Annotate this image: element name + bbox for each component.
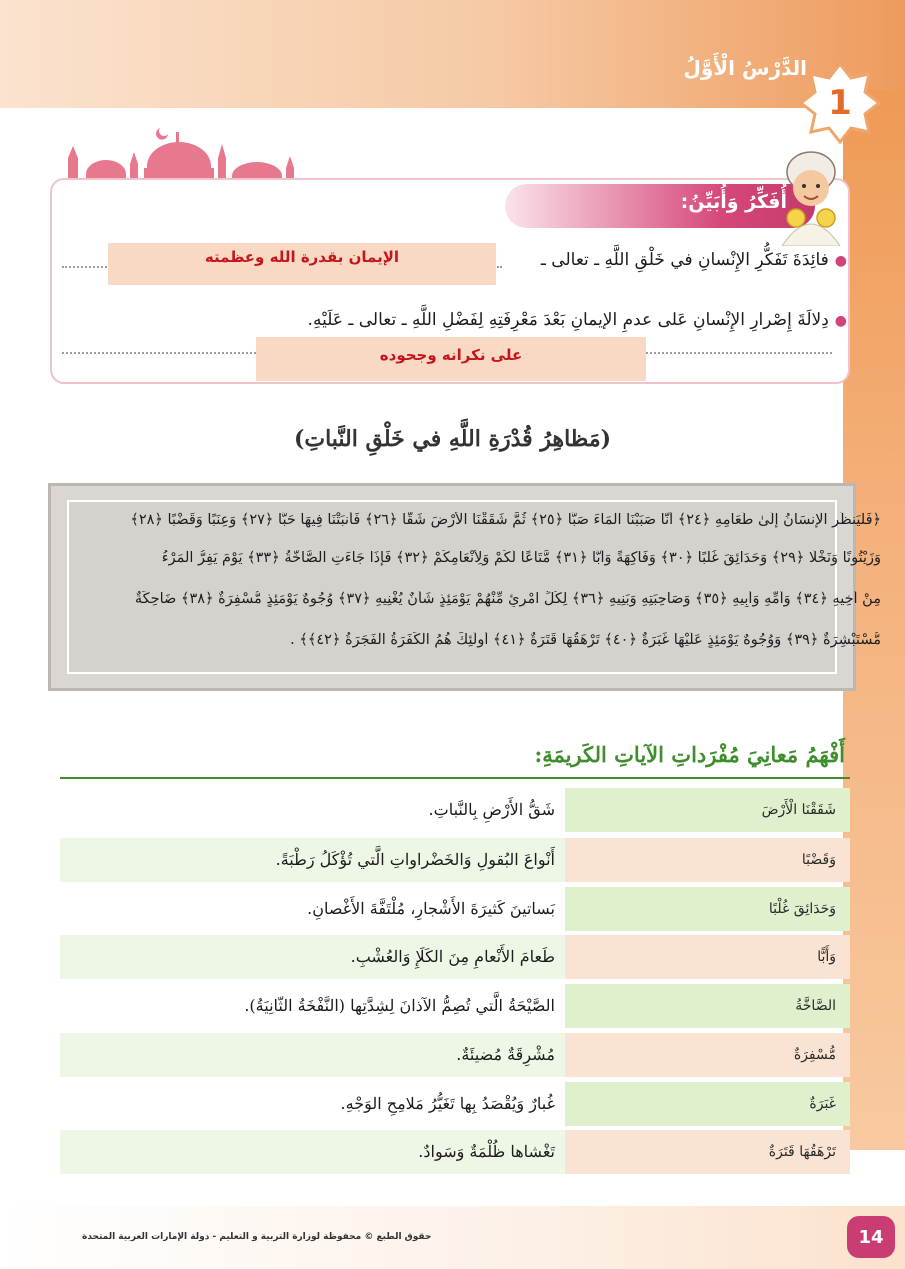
vocab-word: شَقَقْنَا الْأَرْضَ	[565, 788, 850, 832]
vocab-word: مُّسْفِرَةٌ	[565, 1033, 850, 1077]
verse-line-2: وَزَيْتُونًا وَنَخْلًا ﴿٢٩﴾ وَحَدَائِقَ غُلْبًا ﴿٣٠﴾ وَفَاكِهَةً وَأَبًّا ﴿٣١﴾ مَّتَاعًا لَّكُمْ وَلِأَنْعَامِكُمْ ﴿٣٢﴾ فَإِذَا جَاءَتِ الصَّاخَّةُ ﴿٣٣﴾ يَوْمَ يَفِرُّ الْمَرْءُ	[161, 550, 881, 566]
vocab-title-rule	[60, 777, 850, 779]
bullet-icon: ●	[834, 313, 847, 329]
vocab-row	[60, 935, 850, 979]
vocab-word: غَبَرَةٌ	[565, 1082, 850, 1126]
verse-line-4: مُّسْتَبْشِرَةٌ ﴿٣٩﴾ وَوُجُوهٌ يَوْمَئِذٍ عَلَيْهَا غَبَرَةٌ ﴿٤٠﴾ تَرْهَقُهَا قَتَرَةٌ ﴿٤١﴾ أُولَٰئِكَ هُمُ الْكَفَرَةُ الْفَجَرَةُ ﴿٤٢﴾﴾ .	[290, 632, 881, 648]
bullet-icon: ●	[834, 253, 847, 269]
vocab-meaning: غُبارٌ وَيُقْصَدُ بِها تَغَيُّرُ مَلامِحِ الوَجْهِ.	[60, 1082, 565, 1126]
verses-section-title: (مَظاهِرُ قُدْرَةِ اللَّهِ في خَلْقِ النَّباتِ)	[293, 426, 612, 452]
answer-2[interactable]: على نكرانه وجحوده	[256, 337, 646, 381]
vocab-row	[60, 1082, 850, 1126]
vocab-meaning: طَعامَ الأَنْعامِ مِنَ الكَلَإِ وَالعُشْبِ.	[60, 935, 565, 979]
copyright-notice: حقوق الطبع © محفوظة لوزارة التربية و التعليم - دولة الإمارات العربية المتحدة	[82, 1232, 432, 1242]
vocab-word: الصَّاخَّةُ	[565, 984, 850, 1028]
vocab-row	[60, 887, 850, 931]
question-1-text: فائِدَةَ تَفَكُّرِ الإِنْسانِ في خَلْقِ اللَّهِ ـ تعالى ـ	[540, 250, 829, 270]
vocab-row	[60, 984, 850, 1028]
lesson-number: 1	[828, 83, 852, 123]
think-explain-title: أُفَكِّرُ وَأُبَيِّنُ:	[680, 191, 787, 213]
lesson-title: الدَّرْسُ الْأَوَّلُ	[683, 56, 807, 80]
vocab-meaning: شَقُّ الأَرْضِ بِالنَّباتِ.	[60, 788, 565, 832]
vocab-row	[60, 788, 850, 832]
think-question-2	[308, 310, 847, 330]
vocab-row	[60, 838, 850, 882]
question-2-text: دِلالَةَ إِصْرارِ الإِنْسانِ عَلى عدمِ الإيمانِ بَعْدَ مَعْرِفَتِهِ لِفَضْلِ اللَّهِ ـ تعالى ـ عَلَيْهِ.	[307, 310, 829, 330]
vocab-meaning: مُشْرِقَةٌ مُضيئَةٌ.	[60, 1033, 565, 1077]
vocab-word: وَأَبًّا	[565, 935, 850, 979]
page-number: 14	[847, 1216, 895, 1258]
vocab-meaning: تَغْشاها ظُلْمَةٌ وَسَوادٌ.	[60, 1130, 565, 1174]
think-question-1	[541, 250, 847, 270]
top-banner	[0, 0, 905, 108]
answer-1[interactable]: الإيمان بقدرة الله وعظمته	[108, 243, 496, 285]
vocab-word: وَحَدَائِقَ غُلْبًا	[565, 887, 850, 931]
vocab-meaning: أَنْواعَ البُقولِ وَالخَضْراواتِ الَّتي تُؤْكَلُ رَطْبَةً.	[60, 838, 565, 882]
vocab-row	[60, 1033, 850, 1077]
vocab-meaning: الصَّيْحَةُ الَّتي تُصِمُّ الآذانَ لِشِدَّتِها (النَّفْخَةُ الثّانِيَةُ).	[60, 984, 565, 1028]
vocab-word: تَرْهَقُهَا قَتَرَةٌ	[565, 1130, 850, 1174]
verse-line-3: مِنْ أَخِيهِ ﴿٣٤﴾ وَأُمِّهِ وَأَبِيهِ ﴿٣٥﴾ وَصَاحِبَتِهِ وَبَنِيهِ ﴿٣٦﴾ لِكُلِّ امْرِئٍ مِّنْهُمْ يَوْمَئِذٍ شَأْنٌ يُغْنِيهِ ﴿٣٧﴾ وُجُوهٌ يَوْمَئِذٍ مُّسْفِرَةٌ ﴿٣٨﴾ ضَاحِكَةٌ	[134, 591, 881, 607]
lesson-number-badge	[799, 62, 881, 144]
vocab-meaning: بَساتينَ كَثيرَةَ الأَشْجارِ، مُلْتَفَّةَ الأَغْصانِ.	[60, 887, 565, 931]
vocab-word: وَقَضْبًا	[565, 838, 850, 882]
verse-line-1: ﴿فَلْيَنظُرِ الْإِنسَانُ إِلَىٰ طَعَامِهِ ﴿٢٤﴾ أَنَّا صَبَبْنَا الْمَاءَ صَبًّا ﴿٢٥﴾ ثُمَّ شَقَقْنَا الْأَرْضَ شَقًّا ﴿٢٦﴾ فَأَنبَتْنَا فِيهَا حَبًّا ﴿٢٧﴾ وَعِنَبًا وَقَضْبًا ﴿٢٨﴾	[130, 512, 881, 528]
vocab-section-title: أَفْهَمُ مَعانِيَ مُفْرَداتِ الآياتِ الكَريمَةِ:	[534, 742, 845, 767]
boy-character-icon	[772, 146, 850, 246]
vocab-row	[60, 1130, 850, 1174]
